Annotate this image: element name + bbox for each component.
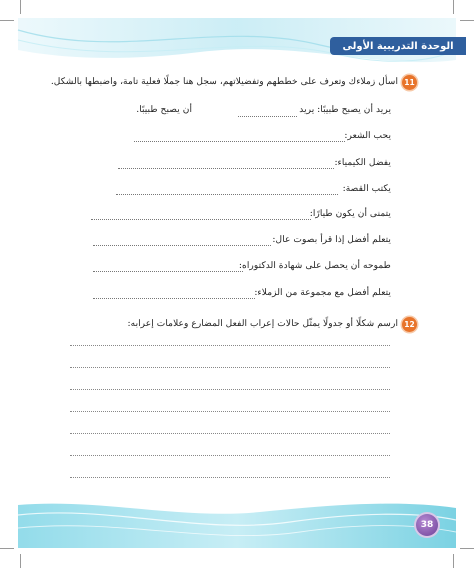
prompt-row: يحب الشعر: — [344, 130, 391, 141]
answer-field[interactable] — [91, 219, 311, 220]
unit-title-tab: الوحدة التدريبية الأولى — [330, 37, 466, 55]
prompt-row: يتعلم أفضل مع مجموعة من الزملاء: — [254, 287, 391, 298]
question-12-text: ارسم شكلًا أو جدولًا يمثّل حالات إعراب الفعل المضارع وعلامات إعرابه: — [127, 318, 398, 329]
drawing-answer-line[interactable] — [70, 345, 390, 346]
answer-field[interactable] — [134, 141, 345, 142]
prompt-row: يكتب القصة: — [342, 183, 391, 194]
drawing-answer-line[interactable] — [70, 477, 390, 478]
drawing-answer-line[interactable] — [70, 367, 390, 368]
example-answer: أن يصبح طبيبًا. — [136, 104, 192, 115]
example-prompt: يريد أن يصبح طبيبًا: يريد — [299, 104, 391, 115]
question-11-badge: 11 — [402, 75, 417, 90]
answer-field[interactable] — [93, 271, 243, 272]
drawing-answer-line[interactable] — [70, 455, 390, 456]
question-12-badge: 12 — [402, 317, 417, 332]
answer-field[interactable] — [93, 298, 255, 299]
drawing-answer-line[interactable] — [70, 433, 390, 434]
answer-field[interactable] — [118, 168, 334, 169]
question-11-text: اسأل زملاءك وتعرف على خططهم وتفضيلاتهم، سجل هنا جملًا فعلية تامة، واضبطها بالشكل. — [50, 76, 398, 87]
prompt-row: يتعلم أفضل إذا قرأ بصوت عال: — [272, 234, 391, 245]
prompt-row: يتمنى أن يكون طيارًا: — [309, 208, 391, 219]
drawing-answer-line[interactable] — [70, 389, 390, 390]
prompt-row: يفضل الكيمياء: — [334, 157, 391, 168]
answer-field[interactable] — [116, 194, 338, 195]
example-fill-line — [238, 116, 297, 117]
page-number-badge: 38 — [416, 514, 438, 536]
answer-field[interactable] — [93, 245, 271, 246]
prompt-row: طموحه أن يحصل على شهادة الدكتوراه: — [238, 260, 391, 271]
drawing-answer-line[interactable] — [70, 411, 390, 412]
